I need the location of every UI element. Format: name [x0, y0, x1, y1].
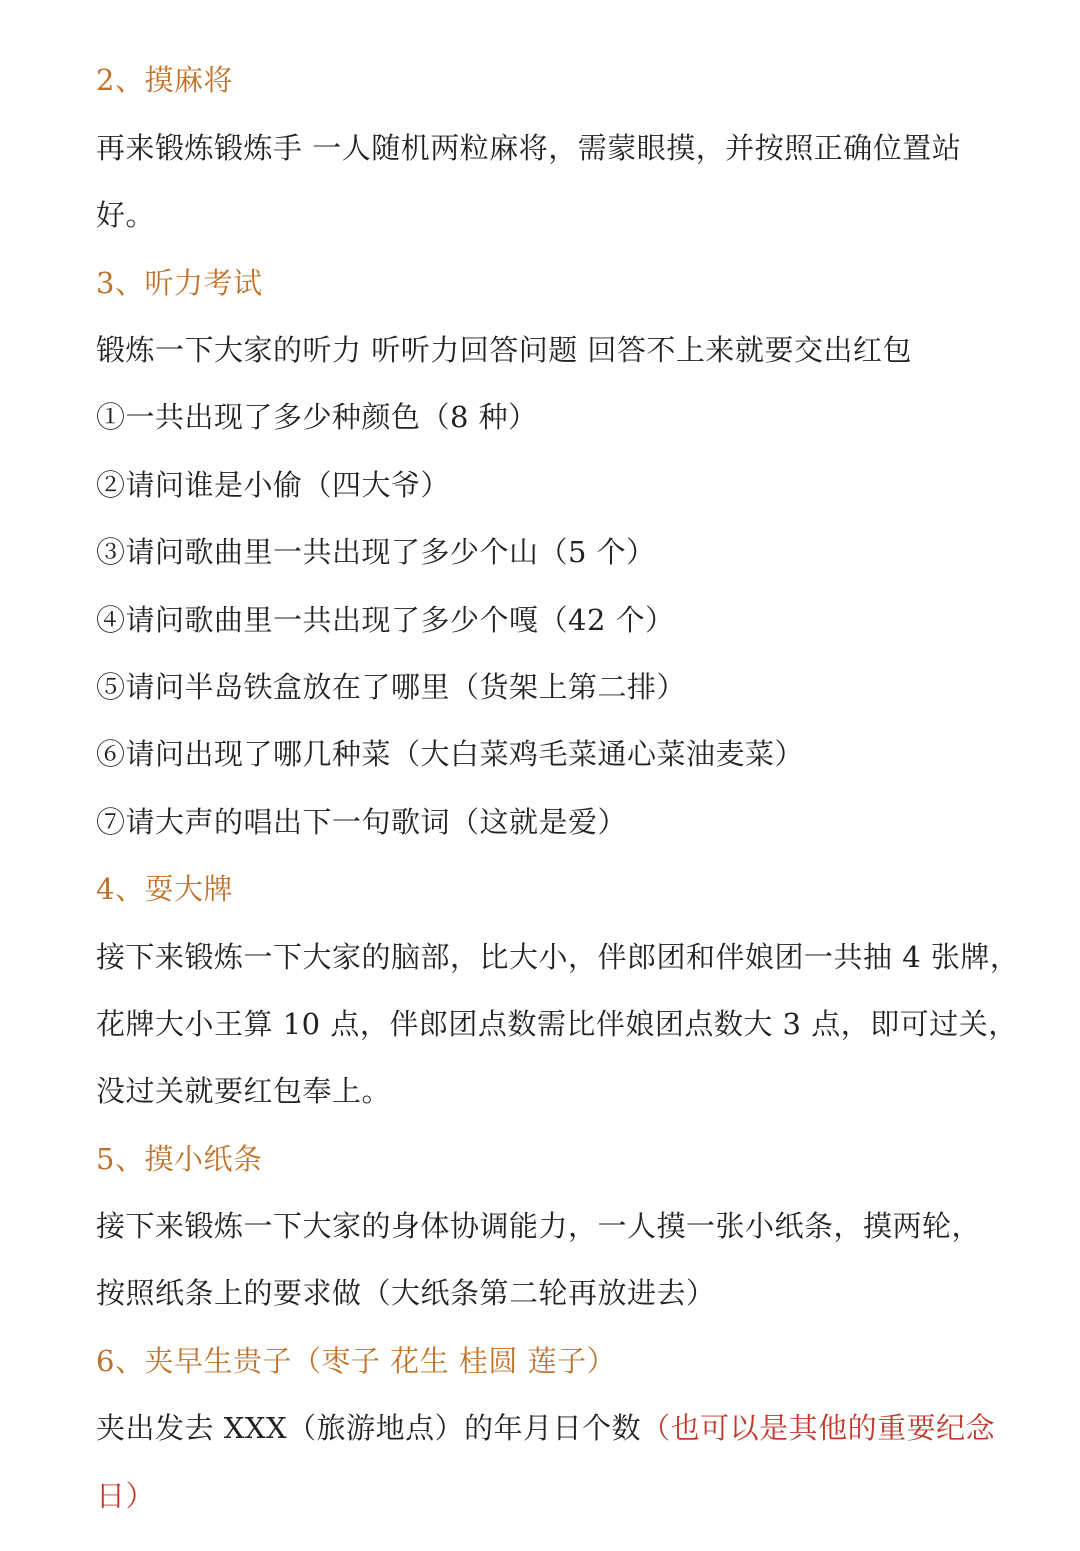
question-3: ③请问歌曲里一共出现了多少个山（5 个） — [96, 535, 656, 569]
section-6-note-text: （也可以是其他的重要纪念 — [641, 1411, 996, 1445]
section-6-body-line-1 — [96, 1408, 995, 1448]
section-5-heading: 5、摸小纸条 — [96, 1142, 263, 1176]
section-3-heading: 3、听力考试 — [96, 266, 263, 300]
question-7: ⑦请大声的唱出下一句歌词（这就是爱） — [96, 805, 628, 839]
question-6: ⑥请问出现了哪几种菜（大白菜鸡毛菜通心菜油麦菜） — [96, 737, 805, 771]
section-4-body-line-1: 接下来锻炼一下大家的脑部，比大小，伴郎团和伴娘团一共抽 4 张牌， — [96, 940, 1020, 974]
section-5-body-line-1: 接下来锻炼一下大家的身体协调能力，一人摸一张小纸条，摸两轮， — [96, 1209, 982, 1243]
section-5-body-line-2: 按照纸条上的要求做（大纸条第二轮再放进去） — [96, 1276, 716, 1310]
section-4-heading: 4、耍大牌 — [96, 872, 233, 906]
section-3-intro: 锻炼一下大家的听力 听听力回答问题 回答不上来就要交出红包 — [96, 333, 912, 367]
question-1: ①一共出现了多少种颜色（8 种） — [96, 400, 538, 434]
section-2-body-line-1: 再来锻炼锻炼手 一人随机两粒麻将，需蒙眼摸，并按照正确位置站 — [96, 131, 962, 165]
question-5: ⑤请问半岛铁盒放在了哪里（货架上第二排） — [96, 670, 687, 704]
section-6-heading: 6、夹早生贵子（枣子 花生 桂圆 莲子） — [96, 1344, 617, 1378]
section-6-body-text: 夹出发去 XXX（旅游地点）的年月日个数 — [96, 1411, 642, 1445]
section-4-body-line-2: 花牌大小王算 10 点，伴郎团点数需比伴娘团点数大 3 点，即可过关， — [96, 1007, 1018, 1041]
section-2-body-line-2: 好。 — [96, 198, 156, 232]
question-4: ④请问歌曲里一共出现了多少个嘎（42 个） — [96, 603, 675, 637]
section-2-heading: 2、摸麻将 — [96, 63, 233, 97]
section-4-body-line-3: 没过关就要红包奉上。 — [96, 1074, 392, 1108]
question-2: ②请问谁是小偷（四大爷） — [96, 468, 451, 502]
section-6-note-continuation: 日） — [96, 1479, 156, 1513]
